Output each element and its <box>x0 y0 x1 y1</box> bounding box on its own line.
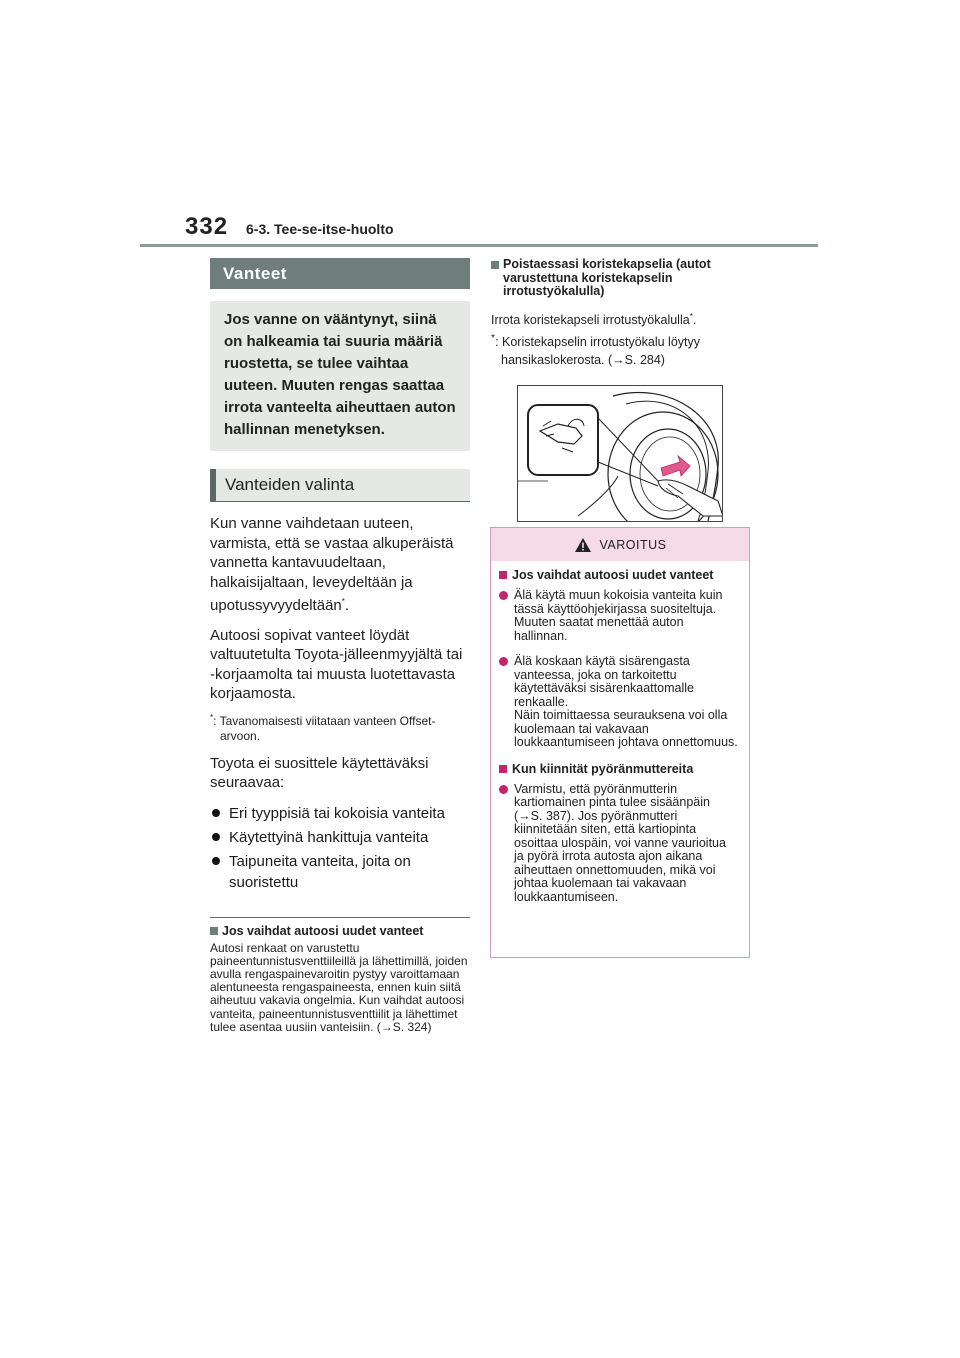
page-number: 332 <box>185 213 229 240</box>
subsection-divider <box>210 917 470 918</box>
new-wheels-text: Autosi renkaat on varustettu paineentunnistusventtiileillä ja lähettimillä, joiden avulla rengaspainevaroitin pystyy varoittamaan alentuneesta rengaspaineesta, ennen kuin siitä aiheutuu vakavia ongelmia. Kun vaihdat autoosi vanteita, paineentunnistusventtiilit ja lähettimet tulee asentaa uusiin vanteisiin. (→S. 324) <box>210 940 468 1034</box>
warning-title: VAROITUS <box>599 537 667 552</box>
new-wheels-subheading: Jos vaihdat autoosi uudet vanteet <box>210 924 470 938</box>
warning-box <box>490 527 750 958</box>
warning-header <box>491 528 749 561</box>
header-divider <box>140 244 818 247</box>
list-item: Taipuneita vanteita, joita on suoristettu <box>210 851 470 893</box>
warning-item: Varmistu, että pyöränmutterin kartiomainen pinta tulee sisäänpäin (→S. 387). Jos pyöränmutteri kiinnitetään siten, että kartiopinta osoittaa ulospäin, voi vanne vaurioitua ja pyörä irrota autosta ajon aikana aiheuttaen onnettomuuden, mikä voi johtaa kuolemaan tai vakavaan loukkaantumiseen. <box>499 783 739 905</box>
warning-triangle-icon <box>574 537 592 553</box>
hubcap-removal-heading: Poistaessasi koristekapselia (autot varustettuna koristekapselin irrotustyökalulla) <box>491 258 751 299</box>
list-item: Käytettyinä hankittuja vanteita <box>210 827 470 848</box>
offset-footnote: *: Tavanomaisesti viitataan vanteen Offset-arvoon. <box>210 712 436 743</box>
warning-item: Älä koskaan käytä sisärengasta vanteessa, joka on tarkoitettu käytettäväksi sisärenkaattomalle renkaalle. Näin toimittaessa seurauksena voi olla kuolemaan tai vakavaan loukkaantumiseen johtava onnettomuus. <box>499 655 739 750</box>
warning-subheading: Kun kiinnität pyöränmuttereita <box>499 762 739 776</box>
wheel-selection-heading: Vanteiden valinta <box>210 469 470 502</box>
wheels-heading: Vanteet <box>210 258 470 289</box>
warning-body <box>491 561 749 904</box>
intro-box <box>210 301 470 451</box>
list-item: Eri tyyppisiä tai kokoisia vanteita <box>210 803 470 824</box>
hubcap-removal-illustration <box>517 385 723 522</box>
intro-text: Jos vanne on vääntynyt, siinä on halkeamia tai suuria määriä ruostetta, se tulee vaihtaa uuteen. Muuten rengas saattaa irrota vanteelta aiheuttaen auton hallinnan menetyksen. <box>224 311 456 438</box>
hubcap-removal-text: Irrota koristekapseli irrotustyökalulla*. <box>491 311 697 327</box>
not-recommended-paragraph: Toyota ei suosittele käytettäväksi seuraavaa: <box>210 754 429 791</box>
tool-location-footnote: *: Koristekapselin irrotustyökalu löytyy hansikaslokerosta. (→S. 284) <box>491 332 701 367</box>
warning-subheading: Jos vaihdat autoosi uudet vanteet <box>499 568 739 582</box>
section-title: 6-3. Tee-se-itse-huolto <box>246 221 394 237</box>
left-column <box>210 258 470 1034</box>
right-column <box>491 258 751 369</box>
warning-item: Älä käytä muun kokoisia vanteita kuin tässä käyttöohjekirjassa suositeltuja. Muuten saatat menettää auton hallinnan. <box>499 589 739 643</box>
dealer-paragraph: Autoosi sopivat vanteet löydät valtuutetulta Toyota-jälleenmyyjältä tai -korjaamolta tai muusta luotettavasta korjaamosta. <box>210 626 463 702</box>
replacement-paragraph: Kun vanne vaihdetaan uuteen, varmista, että se vastaa alkuperäistä vannetta kantavuudeltaan, halkaisijaltaan, leveydeltään ja upotussyvyydeltään*. <box>210 515 454 614</box>
not-recommended-list <box>210 803 470 893</box>
